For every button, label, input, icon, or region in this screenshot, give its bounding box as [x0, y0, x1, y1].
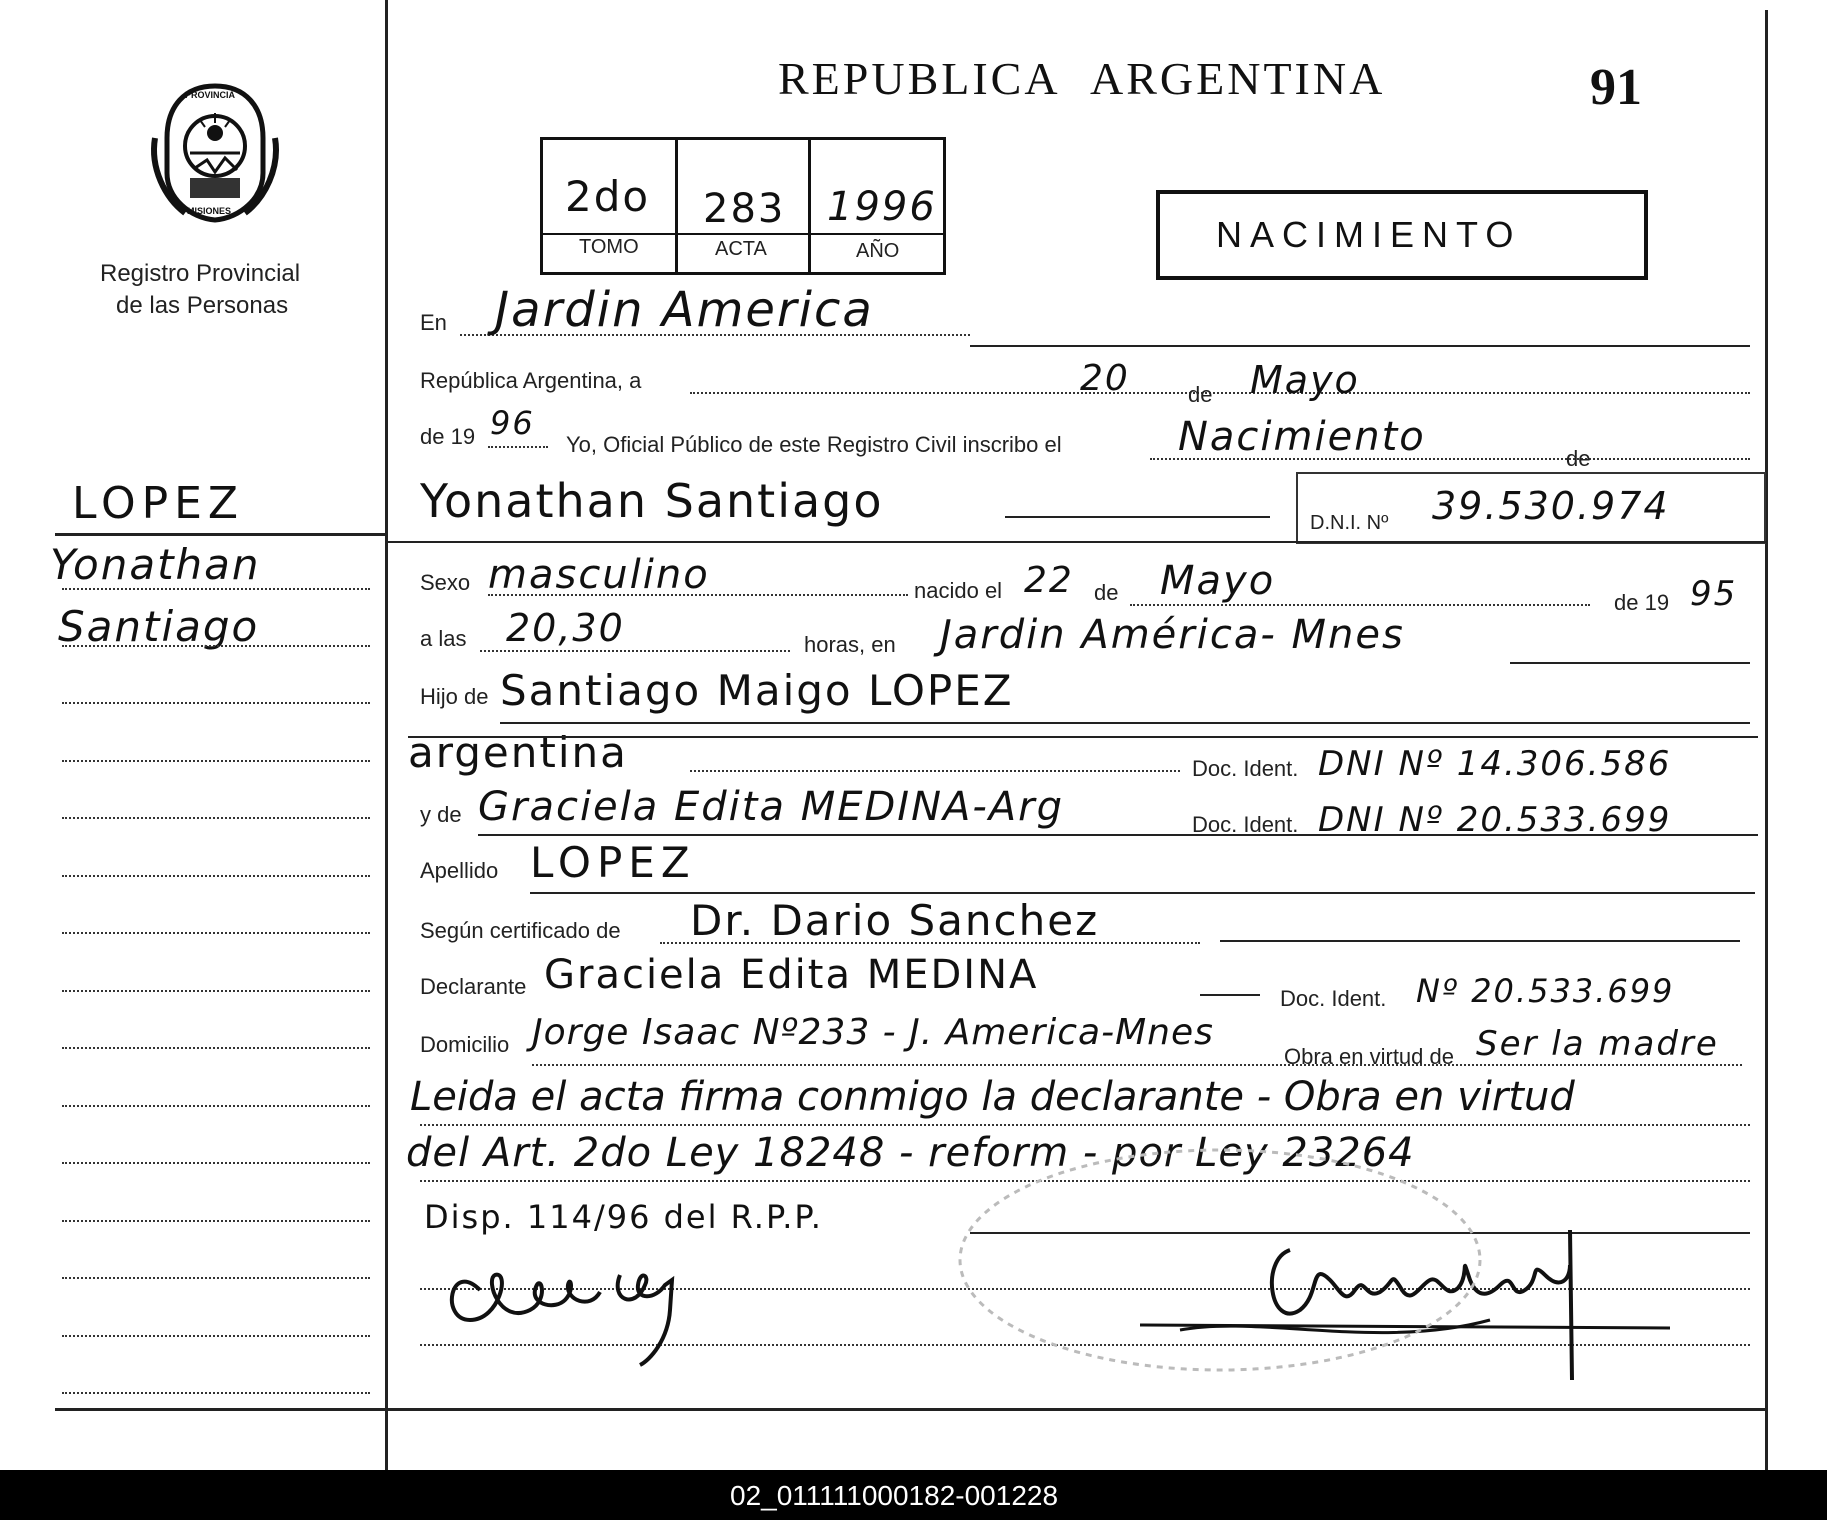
left-line	[62, 817, 370, 819]
inscribe-value: Nacimiento	[1178, 414, 1426, 460]
month-value: Mayo	[1250, 358, 1360, 402]
certificado-rule	[1220, 940, 1740, 942]
acta-label: ACTA	[715, 238, 767, 260]
left-line	[62, 1047, 370, 1049]
birth-year-suffix: 95	[1690, 574, 1738, 614]
de-label-2: de	[1566, 446, 1591, 471]
en-label: En	[420, 310, 447, 335]
seal-text-top: PROVINCIA	[185, 90, 236, 100]
father-doc-label: Doc. Ident.	[1192, 756, 1299, 781]
child-name-rule	[1005, 516, 1270, 518]
apellido-rule	[530, 892, 1755, 894]
left-line	[62, 1392, 370, 1394]
barcode-text: 02_011111000182-001228	[730, 1480, 1059, 1511]
seal-text-bottom: MISIONES	[187, 206, 232, 216]
nacido-label: nacido el	[914, 578, 1003, 603]
note-line-2: del Art. 2do Ley 18248 - reform - por Ley 23264	[406, 1130, 1415, 1176]
left-header-rule	[55, 533, 385, 536]
declarante-value: Graciela Edita MEDINA	[544, 952, 1039, 998]
birth-day: 22	[1024, 560, 1074, 601]
domicilio-dots	[532, 1064, 1742, 1066]
dni-box	[1296, 472, 1766, 544]
left-line	[62, 1277, 370, 1279]
child-name: Yonathan Santiago	[420, 474, 884, 528]
yo-label: Yo, Oficial Público de este Registro Civil inscribo el	[566, 432, 1062, 457]
record-box-divider	[808, 140, 811, 272]
note-dots-1	[420, 1124, 1750, 1126]
country-title: REPUBLICA ARGENTINA	[778, 53, 1386, 104]
place-value: Jardin América- Mnes	[940, 612, 1405, 658]
record-number-box	[540, 137, 946, 275]
certificado-dots	[660, 942, 1200, 944]
left-line	[62, 588, 370, 590]
hour-value: 20,30	[506, 606, 625, 650]
left-line	[62, 645, 370, 647]
ano-value: 1996	[827, 184, 937, 230]
mother-doc: DNI Nº 20.533.699	[1318, 800, 1672, 840]
de-label-3: de	[1094, 580, 1119, 605]
left-line	[62, 932, 370, 934]
dni-value: 39.530.974	[1432, 484, 1670, 528]
declarante-label: Declarante	[420, 974, 527, 999]
republica-label: República Argentina, a	[420, 368, 642, 393]
barcode-strip	[0, 1470, 1827, 1520]
birth-dots	[1130, 604, 1590, 606]
left-line	[62, 990, 370, 992]
republica-dots	[690, 392, 1750, 394]
domicilio-value: Jorge Isaac Nº233 - J. America-Mnes	[532, 1012, 1214, 1053]
father-doc: DNI Nº 14.306.586	[1318, 744, 1672, 784]
de-label: de	[1188, 382, 1213, 407]
day-value: 20	[1080, 358, 1130, 399]
y-de-label: y de	[420, 802, 462, 827]
left-line	[62, 875, 370, 877]
year-suffix: 96	[490, 404, 535, 442]
hijo-label: Hijo de	[420, 684, 489, 709]
margin-surname: LOPEZ	[72, 478, 245, 529]
dni-label: D.N.I. Nº	[1310, 512, 1389, 534]
registry-name-line2: de las Personas	[116, 292, 289, 319]
tomo-value: 2do	[565, 172, 651, 221]
obra-label: Obra en virtud de	[1284, 1044, 1454, 1069]
hour-dots	[480, 650, 790, 652]
birth-month: Mayo	[1160, 558, 1276, 604]
father-name: Santiago Maigo LOPEZ	[500, 666, 1014, 715]
nationality-rule	[408, 736, 1758, 738]
sexo-dots	[488, 594, 908, 596]
note-line-3: Disp. 114/96 del R.P.P.	[424, 1198, 823, 1236]
de19-label: de 19	[420, 424, 476, 449]
declarante-doc-label: Doc. Ident.	[1280, 986, 1387, 1011]
child-section-rule	[388, 541, 1768, 543]
domicilio-label: Domicilio	[420, 1032, 510, 1057]
note-line-1: Leida el acta firma conmigo la declarante - Obra en virtud	[410, 1074, 1575, 1120]
right-border	[1765, 10, 1768, 1470]
left-line	[62, 1105, 370, 1107]
bottom-rule	[55, 1408, 1767, 1411]
record-type: NACIMIENTO	[1216, 214, 1522, 255]
en-value: Jardin America	[495, 282, 874, 338]
obra-value: Ser la madre	[1476, 1024, 1719, 1064]
father-nationality: argentina	[408, 728, 628, 777]
nationality-dots	[690, 770, 1180, 772]
mother-name: Graciela Edita MEDINA-Arg	[478, 784, 1064, 830]
a-las-label: a las	[420, 626, 467, 651]
sexo-value: masculino	[488, 552, 710, 598]
acta-value: 283	[703, 186, 786, 232]
horas-label: horas, en	[804, 632, 896, 657]
declarant-signature	[440, 1230, 740, 1370]
en-rule	[970, 345, 1750, 347]
tomo-label: TOMO	[579, 236, 639, 258]
apellido-value: LOPEZ	[530, 838, 696, 887]
margin-first-name: Yonathan	[50, 540, 261, 589]
certificado-value: Dr. Dario Sanchez	[690, 896, 1100, 945]
left-line	[62, 1220, 370, 1222]
de-year-label: de 19	[1614, 590, 1670, 615]
apellido-label: Apellido	[420, 858, 499, 883]
mother-doc-label: Doc. Ident.	[1192, 812, 1299, 837]
page-number: 91	[1590, 59, 1642, 116]
provincial-seal	[145, 78, 285, 228]
certificado-label: Según certificado de	[420, 918, 621, 943]
father-rule	[500, 722, 1750, 724]
record-box-label-rule	[543, 233, 943, 235]
left-line	[62, 702, 370, 704]
left-line	[62, 1335, 370, 1337]
record-box-divider	[675, 140, 678, 272]
column-divider	[385, 0, 388, 1470]
declarante-rule	[1200, 994, 1260, 996]
left-line	[62, 1162, 370, 1164]
sexo-label: Sexo	[420, 570, 471, 595]
record-type-box	[1156, 190, 1648, 280]
place-rule	[1510, 662, 1750, 664]
registry-name-line1: Registro Provincial	[100, 260, 301, 287]
left-line	[62, 760, 370, 762]
margin-middle-name: Santiago	[58, 602, 260, 651]
registry-stamp	[940, 1140, 1500, 1380]
mother-rule	[478, 834, 1758, 836]
declarante-doc: Nº 20.533.699	[1416, 972, 1675, 1010]
ano-label: AÑO	[856, 240, 900, 262]
de19-dots	[488, 446, 548, 448]
